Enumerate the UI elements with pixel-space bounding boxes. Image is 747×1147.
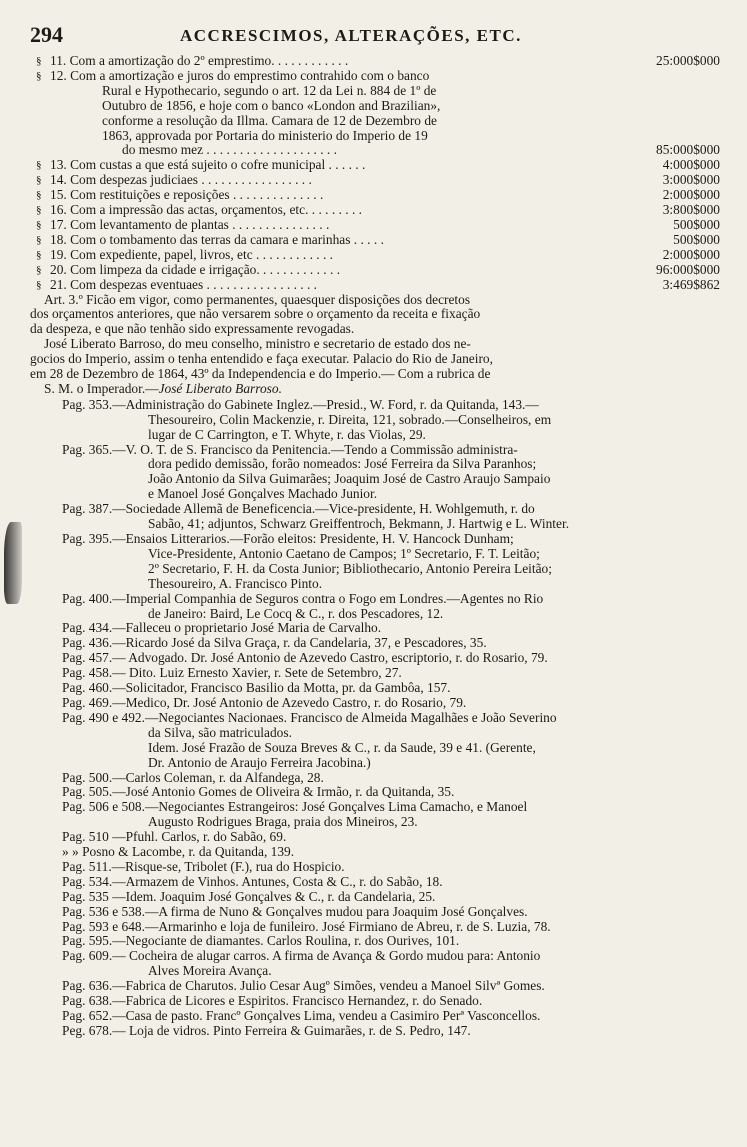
item-text: 16. Com a impressão das actas, orçamentos, etc. . . . . . . . .	[50, 203, 362, 218]
entry-first-line: Pag. 469.—Medico, Dr. José Antonio de Azevedo Castro, r. do Rosario, 79.	[62, 695, 467, 710]
entry-continuation-line: dora pedido demissão, forão nomeados: José Ferreira da Silva Paranhos;	[148, 457, 537, 472]
running-title: ACCRESCIMOS, ALTERAÇÕES, ETC.	[180, 26, 522, 45]
entry-continuation-line: Augusto Rodrigues Braga, praia dos Mineiros, 23.	[148, 815, 418, 830]
budget-item	[30, 263, 720, 278]
entry	[30, 949, 720, 979]
entry	[30, 696, 720, 711]
item-amount: 25:000$000	[656, 54, 720, 68]
entry	[30, 398, 720, 443]
item-amount: 3:000$000	[662, 173, 720, 188]
article-3	[30, 293, 720, 338]
item-amount: 500$000	[673, 217, 720, 232]
entry	[30, 905, 720, 920]
closing-signature-line	[30, 382, 720, 397]
entry	[30, 875, 720, 890]
article-line: Art. 3.º Ficão em vigor, como permanentes, quaesquer disposições dos decretos	[44, 292, 471, 307]
entry	[30, 621, 720, 636]
entry-first-line: Pag. 457.— Advogado. Dr. José Antonio de Azevedo Castro, escriptorio, r. do Rosario, 79.	[62, 651, 548, 666]
item-text: 14. Com despezas judiciaes . . . . . . . . . . . . . . . . .	[50, 173, 312, 188]
entry-first-line: Pag. 652.—Casa de pasto. Francº Gonçalves Lima, vendeu a Casimiro Perª Vasconcellos.	[62, 1009, 541, 1023]
entry-continuation-line: Thesoureiro, A. Francisco Pinto.	[148, 576, 323, 591]
budget-item	[30, 173, 720, 188]
item-text: 11. Com a amortização do 2º emprestimo. . . . . . . . . . . .	[50, 54, 349, 68]
entry	[30, 532, 720, 592]
entry	[30, 845, 720, 860]
entry	[30, 785, 720, 800]
item-amount: 4:000$000	[662, 158, 720, 173]
item-text-line: Outubro de 1856, e hoje com o banco «London and Brazilian»,	[102, 98, 441, 113]
entry	[30, 502, 720, 532]
entry-first-line: Pag. 365.—V. O. T. de S. Francisco da Penitencia.—Tendo a Commissão administra-	[62, 442, 518, 457]
entry	[30, 681, 720, 696]
entry	[30, 860, 720, 875]
entry	[30, 979, 720, 994]
entry	[30, 920, 720, 935]
page-number: 294	[30, 22, 63, 47]
section-mark: §	[36, 248, 42, 261]
section-mark: §	[36, 159, 42, 172]
entry-first-line: Pag. 353.—Administração do Gabinete Inglez.—Presid., W. Ford, r. da Quitanda, 143.—	[62, 397, 539, 412]
entry-first-line: Pag. 511.—Risque-se, Tribolet (F.), rua do Hospicio.	[62, 859, 345, 874]
entry-first-line: » » Posno & Lacombe, r. da Quitanda, 139.	[62, 845, 295, 860]
item-amount: 96:000$000	[656, 262, 720, 277]
entry	[30, 636, 720, 651]
section-mark: §	[36, 218, 42, 231]
entry-continuation-line: e Manoel José Gonçalves Machado Junior.	[148, 487, 378, 502]
entry-first-line: Pag. 536 e 538.—A firma de Nuno & Gonçalves mudou para Joaquim José Gonçalves.	[62, 904, 528, 919]
entry-first-line: Pag. 505.—José Antonio Gomes de Oliveira & Irmão, r. da Quitanda, 35.	[62, 785, 455, 800]
section-mark: §	[36, 233, 42, 246]
entry-continuation-line: João Antonio da Silva Guimarães; Joaquim José de Castro Araujo Sampaio	[148, 472, 551, 487]
item-text-line: conforme a resolução da Illma. Camara de 12 de Dezembro de	[102, 113, 437, 128]
section-mark: §	[36, 189, 42, 202]
entry-first-line: Pag. 434.—Falleceu o proprietario José Maria de Carvalho.	[62, 621, 382, 636]
entry	[30, 1024, 720, 1039]
entry-first-line: Pag. 609.— Cocheira de alugar carros. A firma de Avança & Gordo mudou para: Antonio	[62, 949, 541, 964]
entry-first-line: Pag. 460.—Solicitador, Francisco Basilio da Motta, pr. da Gambôa, 157.	[62, 681, 451, 696]
entry	[30, 651, 720, 666]
entry-continuation-line: Sabão, 41; adjuntos, Schwarz Greiffentroch, Bekmann, J. Hartwig e L. Winter.	[148, 517, 570, 532]
item-text: 13. Com custas a que está sujeito o cofre municipal . . . . . .	[50, 158, 366, 173]
entry-first-line: Pag. 636.—Fabrica de Charutos. Julio Cesar Augº Simões, vendeu a Manoel Silvª Gomes.	[62, 979, 545, 994]
budget-item	[30, 278, 720, 293]
document-page	[30, 20, 720, 1039]
entry-first-line: Pag. 387.—Sociedade Allemã de Beneficencia.—Vice-presidente, H. Wohlgemuth, r. do	[62, 502, 535, 517]
entry-first-line: Pag. 593 e 648.—Armarinho e loja de funileiro. José Firmiano de Abreu, r. de S. Luzia, 78.	[62, 919, 551, 934]
budget-item	[30, 158, 720, 173]
entry	[30, 771, 720, 786]
budget-item	[30, 69, 720, 84]
item-amount: 85:000$000	[656, 143, 720, 158]
section-mark: §	[36, 55, 42, 67]
entry-continuation-line: Idem. José Frazão de Souza Breves & C., r. da Saude, 39 e 41. (Gerente,	[148, 740, 536, 755]
entry	[30, 994, 720, 1009]
item-text-line: 1863, approvada por Portaria do ministerio do Imperio de 19	[102, 128, 428, 143]
entry	[30, 830, 720, 845]
section-mark: §	[36, 263, 42, 276]
closing-text: S. M. o Imperador.—	[44, 381, 159, 396]
article-line: da despeza, e que não tenhão sido expressamente revogadas.	[30, 322, 355, 337]
entry-first-line: Pag. 400.—Imperial Companhia de Seguros contra o Fogo em Londres.—Agentes no Rio	[62, 591, 544, 606]
entry	[30, 592, 720, 622]
item-amount	[634, 69, 720, 84]
budget-item	[30, 218, 720, 233]
closing-paragraph	[30, 337, 720, 382]
budget-item	[30, 248, 720, 263]
budget-item	[30, 188, 720, 203]
entry-continuation-line: da Silva, são matriculados.	[148, 725, 292, 740]
item-text: 19. Com expediente, papel, livros, etc . . . . . . . . . . . .	[50, 247, 334, 262]
item-text: do mesmo mez . . . . . . . . . . . . . . . . . . . .	[122, 143, 337, 158]
item-text: 17. Com levantamento de plantas . . . . . . . . . . . . . . .	[50, 217, 330, 232]
item-text: 21. Com despezas eventuaes . . . . . . . . . . . . . . . . .	[50, 277, 318, 292]
item-12-continuation	[30, 84, 720, 144]
entry-first-line: Pag. 490 e 492.—Negociantes Nacionaes. Francisco de Almeida Magalhães e João Severino	[62, 710, 557, 725]
budget-item	[30, 203, 720, 218]
entry-first-line: Pag. 595.—Negociante de diamantes. Carlos Roulina, r. dos Ourives, 101.	[62, 934, 460, 949]
entry	[30, 443, 720, 503]
entry	[30, 1009, 720, 1024]
entry	[30, 890, 720, 905]
entry-first-line: Pag. 534.—Armazem de Vinhos. Antunes, Costa & C., r. do Sabão, 18.	[62, 874, 443, 889]
entry	[30, 934, 720, 949]
section-mark: §	[36, 278, 42, 291]
entry-first-line: Pag. 638.—Fabrica de Licores e Espiritos. Francisco Hernandez, r. do Senado.	[62, 994, 483, 1009]
budget-item	[30, 233, 720, 248]
budget-item	[30, 54, 720, 69]
entry-first-line: Peg. 678.— Loja de vidros. Pinto Ferreira & Guimarães, r. de S. Pedro, 147.	[62, 1023, 471, 1038]
entry	[30, 800, 720, 830]
item-text: 15. Com restituições e reposições . . . . . . . . . . . . . .	[50, 188, 324, 203]
entry-continuation-line: Thesoureiro, Colin Mackenzie, r. Direita, 121, sobrado.—Conselheiros, em	[148, 412, 552, 427]
item-amount: 3:469$862	[662, 277, 720, 292]
closing-line: José Liberato Barroso, do meu conselho, ministro e secretario de estado dos ne-	[44, 337, 471, 352]
closing-line: em 28 de Dezembro de 1864, 43º da Independencia e do Imperio.— Com a rubrica de	[30, 367, 491, 382]
section-mark: §	[36, 69, 42, 82]
article-line: dos orçamentos anteriores, que não versarem sobre o orçamento da receita e fixação	[30, 307, 481, 322]
entry-first-line: Pag. 510 —Pfuhl. Carlos, r. do Sabão, 69.	[62, 830, 287, 845]
section-mark: §	[36, 174, 42, 187]
closing-line: gocios do Imperio, assim o tenha entendido e faça executar. Palacio do Rio de Janeiro,	[30, 352, 493, 367]
item-amount: 2:000$000	[662, 188, 720, 203]
page-edge-stain	[4, 522, 22, 604]
budget-item	[30, 143, 720, 158]
entry-continuation-line: lugar de C Carrington, e T. Whyte, r. das Violas, 29.	[148, 427, 426, 442]
entry-continuation-line: Alves Moreira Avança.	[148, 964, 272, 979]
entry-first-line: Pag. 458.— Dito. Luiz Ernesto Xavier, r. Sete de Setembro, 27.	[62, 666, 402, 681]
page-header	[30, 20, 720, 54]
signature: José Liberato Barroso.	[158, 381, 282, 396]
entry	[30, 666, 720, 681]
section-mark: §	[36, 204, 42, 217]
item-text: 20. Com limpeza da cidade e irrigação. . . . . . . . . . . . .	[50, 262, 341, 277]
budget-items	[30, 54, 720, 84]
budget-items-b	[30, 158, 720, 292]
item-text-line: Rural e Hypothecario, segundo o art. 12 da Lei n. 884 de 1º de	[102, 83, 437, 98]
entry-first-line: Pag. 395.—Ensaios Litterarios.—Forão eleitos: Presidente, H. V. Hancock Dunham;	[62, 532, 514, 546]
item-text: 18. Com o tombamento das terras da camara e marinhas . . . . .	[50, 232, 384, 247]
item-amount: 500$000	[673, 232, 720, 247]
entry-first-line: Pag. 506 e 508.—Negociantes Estrangeiros: José Gonçalves Lima Camacho, e Manoel	[62, 800, 528, 815]
entry	[30, 711, 720, 771]
item-amount: 2:000$000	[662, 247, 720, 262]
entry-continuation-line: Dr. Antonio de Araujo Ferreira Jacobina.)	[148, 755, 371, 770]
entry-continuation-line: de Janeiro: Baird, Le Cocq & C., r. dos Pescadores, 12.	[148, 606, 444, 621]
entry-first-line: Pag. 535 —Idem. Joaquim José Gonçalves & C., r. da Candelaria, 25.	[62, 889, 436, 904]
entry-first-line: Pag. 436.—Ricardo José da Silva Graça, r. da Candelaria, 37, e Pescadores, 35.	[62, 636, 487, 651]
item-amount: 3:800$000	[662, 203, 720, 218]
entry-continuation-line: 2º Secretario, F. H. da Costa Junior; Bibliothecario, Antonio Pereira Leitão;	[148, 561, 552, 576]
entry-first-line: Pag. 500.—Carlos Coleman, r. da Alfandega, 28.	[62, 770, 324, 785]
entry-continuation-line: Vice-Presidente, Antonio Caetano de Campos; 1º Secretario, F. T. Leitão;	[148, 546, 540, 561]
amendment-entries	[30, 398, 720, 1039]
item-text: 12. Com a amortização e juros do emprestimo contrahido com o banco	[50, 68, 430, 83]
